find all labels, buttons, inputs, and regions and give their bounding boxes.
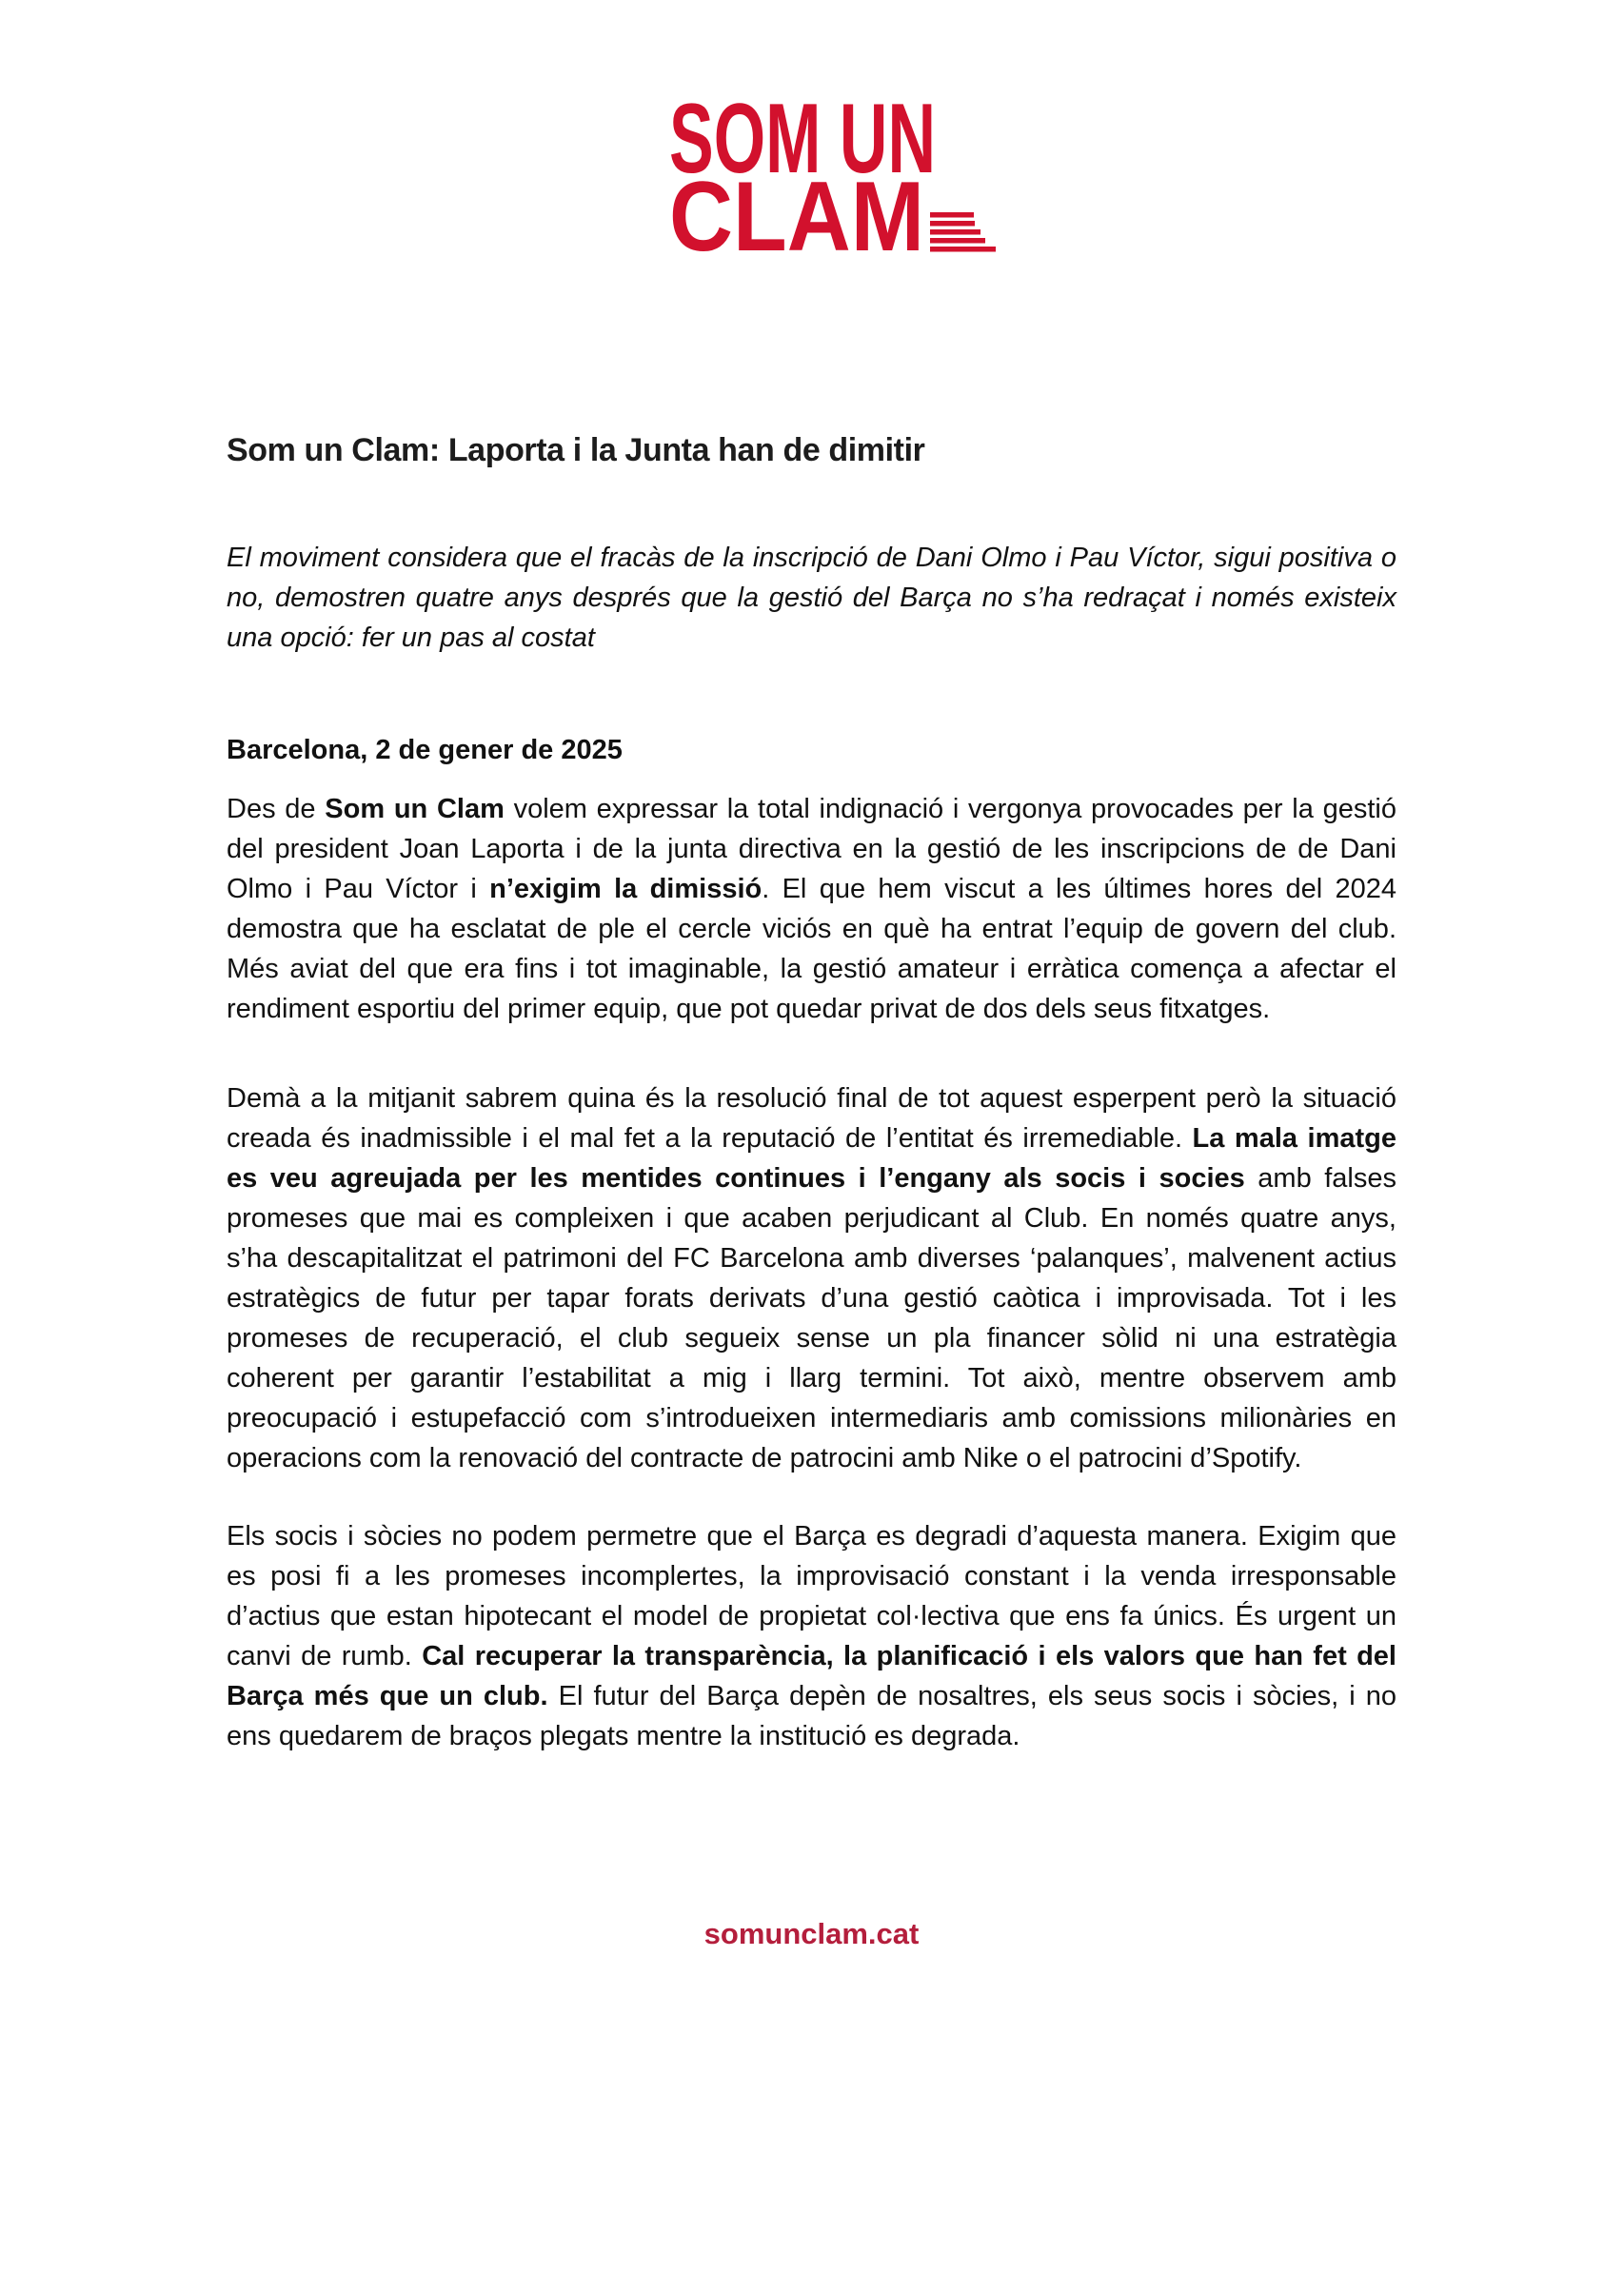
logo-stripes-icon (930, 212, 996, 252)
document-body (0, 431, 1624, 1950)
body-paragraph-3: Els socis i sòcies no podem permetre que el Barça es degradi d’aquesta manera. Exigim que es posi fi a les promeses incomplertes, la improvisació constant i la venda irresponsable d’actius que estan hipotecant el model de propietat col·lectiva que ens fa únics. És urgent un canvi de rumb. Cal recuperar la transparència, la planificació i els valors que han fet del Barça més que un club. El futur del Barça depèn de nosaltres, els seus socis i sòcies, i no ens quedarem de braços plegats mentre la institució es degrada. (227, 1521, 1397, 1751)
logo-line-1: SOM UN (669, 84, 936, 194)
body-paragraph-2: Demà a la mitjanit sabrem quina és la resolució final de tot aquest esperpent però la situació creada és inadmissible i el mal fet a la reputació de l’entitat és irremediable. La mala imatge es veu agreujada per les mentides continues i l’engany als socis i socies amb falses promeses que mai es compleixen i que acaben perjudicant al Club. En només quatre anys, s’ha descapitalitzat el patrimoni del FC Barcelona amb diverses ‘palanques’, malvenent actius estratègics de futur per tapar forats derivats d’una gestió caòtica i improvisada. Tot i les promeses de recuperació, el club segueix sense un pla financer sòlid ni una estratègia coherent per garantir l’estabilitat a mig i llarg termini. Tot això, mentre observem amb preocupació i estupefacció com s’introdueixen intermediaris amb comissions milionàries en operacions com la renovació del contracte de patrocini amb Nike o el patrocini d’Spotify. (227, 1083, 1397, 1473)
som-un-clam-logo (669, 84, 997, 272)
document-title: Som un Clam: Laporta i la Junta han de dimitir (227, 432, 925, 468)
lede-paragraph: El moviment considera que el fracàs de la inscripció de Dani Olmo i Pau Víctor, sigui positiva o no, demostren quatre anys després que la gestió del Barça no s’ha redraçat i només existeix una opció: fer un pas al costat (227, 543, 1396, 653)
body-paragraph-1: Des de Som un Clam volem expressar la total indignació i vergonya provocades per la gestió del president Joan Laporta i de la junta directiva en la gestió de les inscripcions de de Dani Olmo i Pau Víctor i n’exigim la dimissió. El que hem viscut a les últimes hores del 2024 demostra que ha esclatat de ple el cercle viciós en què ha entrat l’equip de govern del club. Més aviat del que era fins i tot imaginable, la gestió amateur i erràtica comença a afectar el rendiment esportiu del primer equip, que pot quedar privat de dos dels seus fitxatges. (227, 794, 1396, 1024)
logo-line-2: CLAM (669, 162, 924, 272)
website-link[interactable]: somunclam.cat (703, 1917, 920, 1950)
logo-container (0, 0, 1624, 272)
dateline: Barcelona, 2 de gener de 2025 (227, 735, 623, 765)
